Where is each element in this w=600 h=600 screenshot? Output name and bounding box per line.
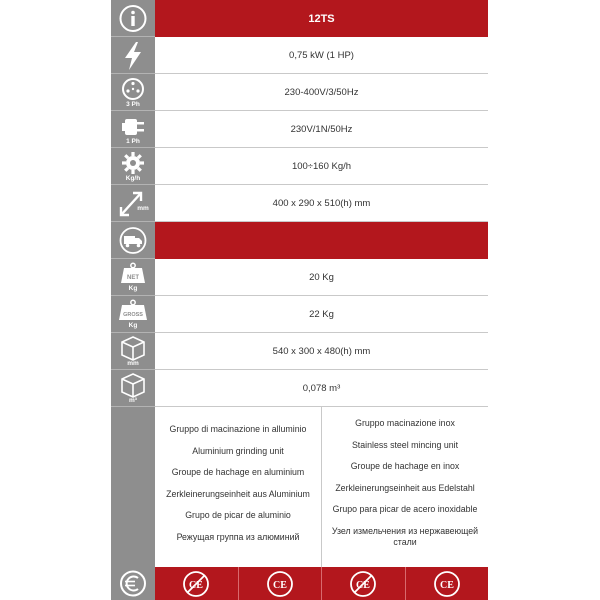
dimensions-icon-cell <box>111 185 155 222</box>
three-phase-value: 230-400V/3/50Hz <box>155 74 488 111</box>
gross-tag: GROSS <box>123 312 143 318</box>
spec-row-3ph <box>111 74 488 111</box>
euro-icon <box>111 567 155 600</box>
production-icon-cell <box>111 148 155 185</box>
single-phase-value: 230V/1N/50Hz <box>155 111 488 148</box>
spec-row-dimensions <box>111 185 488 222</box>
certification-row <box>155 567 488 600</box>
ce-cell-3 <box>321 567 405 600</box>
shipping-row-net <box>111 259 488 296</box>
three-phase-icon-cell <box>111 74 155 111</box>
package-icon-cell <box>111 333 155 370</box>
spec-sheet <box>111 0 488 600</box>
net-weight-icon-cell <box>111 259 155 296</box>
dimensions-label: mm <box>137 205 149 212</box>
svg-text:CE: CE <box>189 579 204 591</box>
shipping-icon-cell <box>111 222 155 259</box>
spec-row-power <box>111 37 488 74</box>
volume-label: m³ <box>129 397 137 404</box>
aluminium-desc-es: Grupo de picar de aluminio <box>185 510 291 520</box>
aluminium-desc-en: Aluminium grinding unit <box>192 445 284 456</box>
spec-row-1ph <box>111 111 488 148</box>
euro-icon-cell <box>111 567 155 600</box>
ce-icon <box>266 570 294 598</box>
header-row <box>111 0 488 37</box>
grinding-unit-descriptions <box>155 406 488 568</box>
no-ce-icon <box>182 570 210 598</box>
power-icon-cell <box>111 37 155 74</box>
power-value: 0,75 kW (1 HP) <box>155 37 488 74</box>
aluminium-column <box>155 406 321 568</box>
no-ce-icon <box>349 570 377 598</box>
description-side-strip <box>111 407 155 567</box>
inox-desc-ru: Узел измельчения из нержавеющей стали <box>331 525 479 547</box>
svg-text:CE: CE <box>439 579 454 591</box>
gross-weight-label: Kg <box>128 322 138 329</box>
dimensions-value: 400 x 290 x 510(h) mm <box>155 185 488 222</box>
single-phase-icon-cell <box>111 111 155 148</box>
ce-cell-1 <box>155 567 238 600</box>
aluminium-desc-de: Zerkleinerungseinheit aus Aluminium <box>166 488 310 499</box>
svg-text:CE: CE <box>356 579 371 591</box>
dimensions-arrow-icon <box>111 185 155 222</box>
shipping-row-gross <box>111 296 488 333</box>
aluminium-desc-it: Gruppo di macinazione in alluminio <box>169 424 307 434</box>
inox-desc-es: Grupo para picar de acero inoxidable <box>332 504 478 514</box>
net-tag: NET <box>127 275 139 281</box>
inox-desc-en: Stainless steel mincing unit <box>351 439 459 450</box>
svg-text:CE: CE <box>272 579 287 591</box>
shipping-row-package <box>111 333 488 370</box>
ce-icon <box>433 570 461 598</box>
aluminium-desc-fr: Groupe de hachage en aluminium <box>171 467 305 477</box>
shipping-header-bar <box>155 222 488 259</box>
three-phase-label: 3 Ph <box>126 101 140 108</box>
net-weight-label: Kg <box>128 285 138 292</box>
production-label: Kg/h <box>125 175 141 182</box>
inox-desc-fr: Groupe de hachage en inox <box>350 461 460 471</box>
volume-value: 0,078 m³ <box>155 370 488 407</box>
gross-weight-icon-cell <box>111 296 155 333</box>
inox-column <box>321 406 488 568</box>
inox-desc-de: Zerkleinerungseinheit aus Edelstahl <box>335 482 475 493</box>
single-phase-label: 1 Ph <box>126 138 140 145</box>
ce-cell-4 <box>405 567 489 600</box>
info-icon <box>111 0 155 37</box>
power-icon <box>111 37 155 74</box>
delivery-truck-icon <box>111 222 155 259</box>
net-weight-value: 20 Kg <box>155 259 488 296</box>
gross-weight-value: 22 Kg <box>155 296 488 333</box>
aluminium-desc-ru: Режущая группа из алюминий <box>176 531 300 542</box>
spec-row-production <box>111 148 488 185</box>
package-dimensions-value: 540 x 300 x 480(h) mm <box>155 333 488 370</box>
model-name: 12TS <box>155 0 488 37</box>
production-value: 100÷160 Kg/h <box>155 148 488 185</box>
shipping-row-volume <box>111 370 488 407</box>
info-icon-cell <box>111 0 155 37</box>
shipping-header-row <box>111 222 488 259</box>
package-dimensions-label: mm <box>127 360 139 367</box>
volume-icon-cell <box>111 370 155 407</box>
inox-desc-it: Gruppo macinazione inox <box>355 418 455 428</box>
ce-cell-2 <box>238 567 322 600</box>
